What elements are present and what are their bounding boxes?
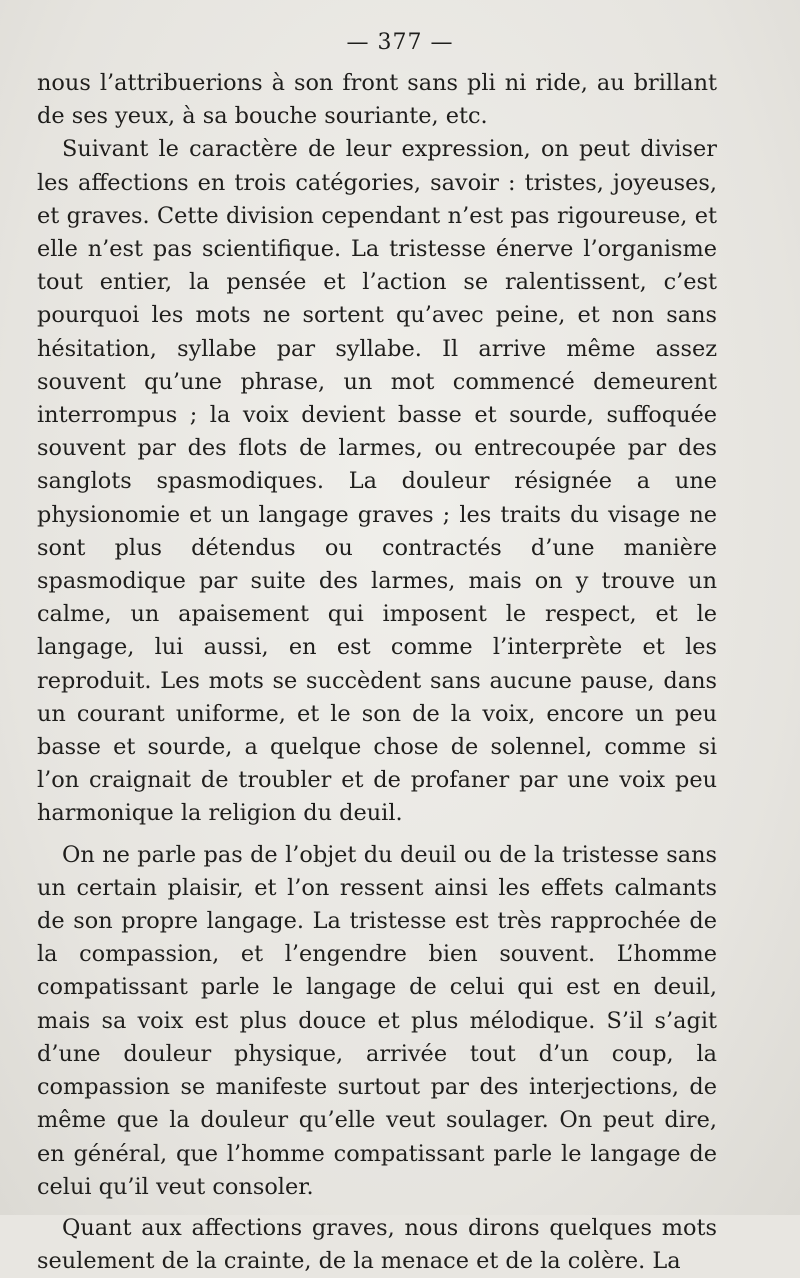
paragraph-sadness-compassion: On ne parle pas de l’objet du deuil ou de la tristesse sans un certain plaisir, et l’on ressent ainsi les effets calmants de son propre langage. La tristesse est très rapprochée de la compassion, et l’engendre bien souvent. L’homme compatissant parle le langage de celui qui est en deuil, mais sa voix est plus douce et plus mélodique. S’il s’agit d’une douleur physique, arrivée tout d’un coup, la compassion se manifeste surtout par des interjections, de même que la douleur qu’elle veut soulager. On peut dire, en général, que l’homme compatissant parle le langage de celui qu’il veut consoler. [37,841,717,1200]
paragraph-grave-affections: Quant aux affections graves, nous dirons quelques mots seulement de la crainte, de la menace et de la colère. La [37,1214,717,1275]
paragraph-continuation: nous l’attribuerions à son front sans pli ni ride, au brillant de ses yeux, à sa bouche souriante, etc. [37,70,717,130]
paragraph-expression-categories: Suivant le caractère de leur expression, on peut diviser les affections en trois catégories, savoir : tristes, joyeuses, et graves. Cette division cependant n’est pas rigoureuse, et elle n’est pas scientifique. La tristesse énerve l’organisme tout entier, la pensée et l’action se ralentissent, c’est pourquoi les mots ne sortent qu’avec peine, et non sans hésitation, syllabe par syllabe. Il arrive même assez souvent qu’une phrase, un mot commencé demeurent interrompus ; la voix devient basse et sourde, suffoquée souvent par des flots de larmes, ou entrecoupée par des sanglots spasmodiques. La douleur résignée a une physionomie et un langage graves ; les traits du visage ne sont plus détendus ou contractés d’une manière spasmodique par suite des larmes, mais on y trouve un calme, un apaisement qui imposent le respect, et le langage, lui aussi, en est comme l’interprète et les reproduit. Les mots se succèdent sans aucune pause, dans un courant uniforme, et le son de la voix, encore un peu basse et sourde, a quelque chose de solennel, comme si l’on craignait de troubler et de profaner par une voix peu harmonique la religion du deuil. [37,136,717,827]
page-number: — 377 — [346,30,454,55]
body-text [37,67,717,1278]
